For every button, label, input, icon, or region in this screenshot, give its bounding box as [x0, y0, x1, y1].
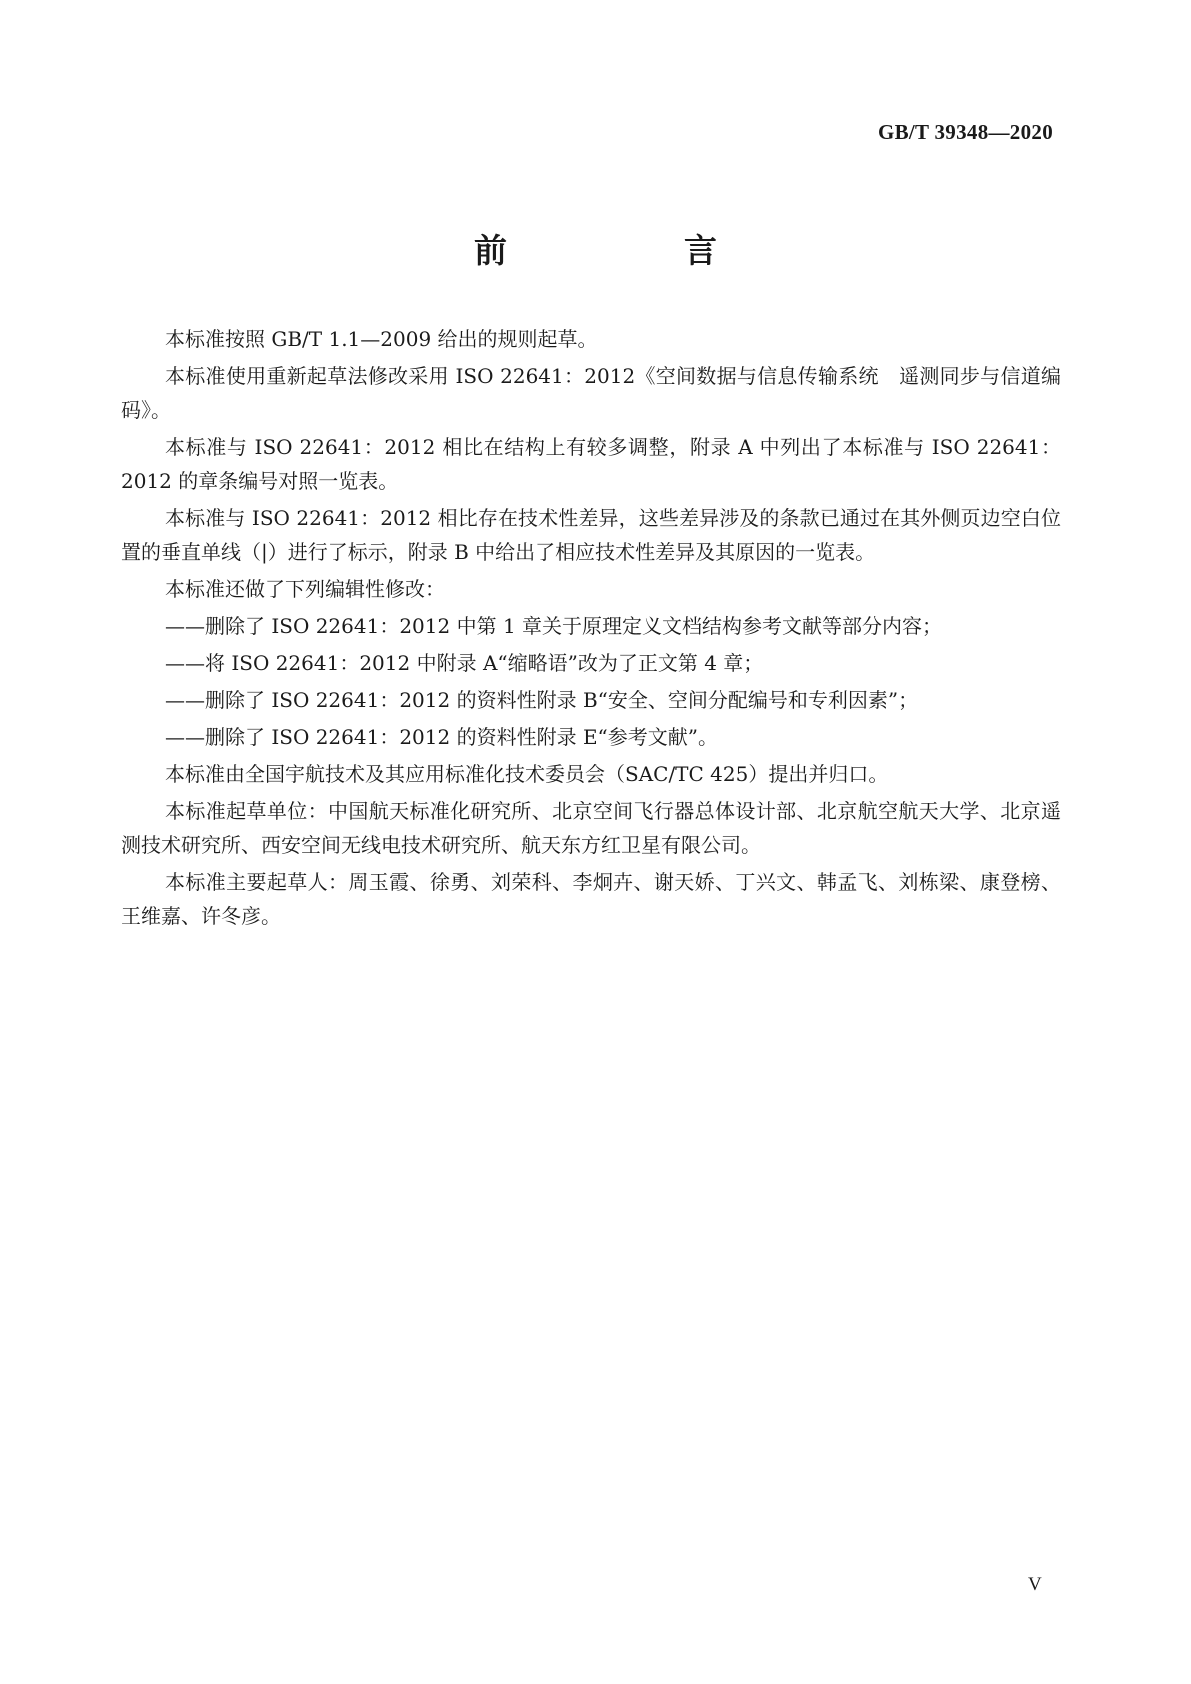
paragraph: 本标准与 ISO 22641：2012 相比在结构上有较多调整，附录 A 中列出了本标准与 ISO 22641：2012 的章条编号对照一览表。 — [121, 435, 1061, 493]
document-body — [121, 322, 1061, 936]
list-item: ——删除了 ISO 22641：2012 中第 1 章关于原理定义文档结构参考文献等部分内容； — [165, 614, 943, 638]
paragraph: 本标准按照 GB/T 1.1—2009 给出的规则起草。 — [165, 327, 598, 351]
list-item: ——删除了 ISO 22641：2012 的资料性附录 E“参考文献”。 — [165, 725, 718, 749]
paragraph: 本标准起草单位：中国航天标准化研究所、北京空间飞行器总体设计部、北京航空航天大学、北京遥测技术研究所、西安空间无线电技术研究所、航天东方红卫星有限公司。 — [121, 799, 1061, 857]
standard-code: GB/T 39348—2020 — [877, 120, 1053, 144]
page-title: 前 言 — [474, 231, 789, 270]
paragraph: 本标准还做了下列编辑性修改： — [165, 577, 445, 601]
paragraph: 本标准主要起草人：周玉霞、徐勇、刘荣科、李炯卉、谢天娇、丁兴文、韩孟飞、刘栋梁、康登榜、王维嘉、许冬彦。 — [121, 870, 1061, 928]
paragraph: 本标准与 ISO 22641：2012 相比存在技术性差异，这些差异涉及的条款已通过在其外侧页边空白位置的垂直单线（|）进行了标示，附录 B 中给出了相应技术性差异及其原因的一览表。 — [121, 506, 1061, 564]
page-number: V — [1028, 1574, 1042, 1595]
list-item: ——删除了 ISO 22641：2012 的资料性附录 B“安全、空间分配编号和专利因素”； — [165, 688, 919, 712]
list-item: ——将 ISO 22641：2012 中附录 A“缩略语”改为了正文第 4 章； — [165, 651, 764, 675]
paragraph: 本标准由全国宇航技术及其应用标准化技术委员会（SAC/TC 425）提出并归口。 — [165, 762, 889, 786]
paragraph: 本标准使用重新起草法修改采用 ISO 22641：2012《空间数据与信息传输系统 遥测同步与信道编码》。 — [121, 364, 1061, 422]
